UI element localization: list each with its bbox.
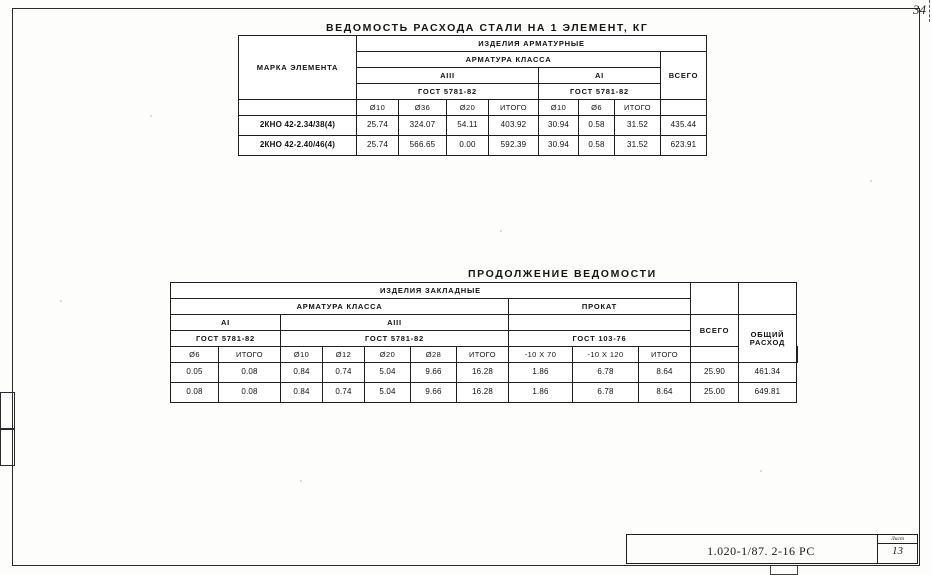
header-group-reinforcement: ИЗДЕЛИЯ АРМАТУРНЫЕ [357,36,707,52]
cell-a3-d20: 54.11 [447,116,489,136]
header-itogo-prokat: ИТОГО [639,347,691,363]
frame-left-notch-lower [0,428,15,466]
cell-a3-total: 592.39 [489,136,539,156]
cell-a3-d20: 0.00 [447,136,489,156]
header-d10: Ø10 [357,100,399,116]
main-table-title: ВЕДОМОСТЬ РАСХОДА СТАЛИ НА 1 ЭЛЕМЕНТ, КГ [326,22,649,34]
header-class-a3: АIII [357,68,539,84]
scan-speck [760,470,762,472]
cell-a3-d10: 0.84 [281,363,323,383]
cell-a3-d36: 566.65 [399,136,447,156]
header-vsego-spacer [691,347,739,363]
header-d28: Ø28 [411,347,457,363]
cell-a3-d36: 324.07 [399,116,447,136]
sheet-number-box [877,535,917,563]
header-plate-10x70: -10 X 70 [509,347,573,363]
table-row [239,100,707,116]
table-row [171,283,798,299]
cell-total: 623.91 [661,136,707,156]
header-vsego-top [691,283,739,315]
header-prokat-spacer [509,315,691,331]
steel-consumption-table [238,35,707,156]
cell-plate-10x70: 1.86 [509,363,573,383]
cell-a3-d10: 25.74 [357,116,399,136]
cell-a1-d6: 0.08 [171,383,219,403]
sheet-number-label: Лист [878,535,917,544]
header-gost-a3: ГОСТ 5781-82 [357,84,539,100]
table-row [239,136,707,156]
header-class-row: АРМАТУРА КЛАССА [357,52,661,68]
document-code: 1.020-1/87. 2-16 РС [707,544,815,558]
table-row [171,347,798,363]
header-class-row: АРМАТУРА КЛАССА [171,299,509,315]
cell-a3-d20: 5.04 [365,383,411,403]
cell-a1-d10: 30.94 [539,136,579,156]
cell-a3-itogo: 16.28 [457,383,509,403]
header-itogo-a1: ИТОГО [615,100,661,116]
header-d6-a1: Ø6 [579,100,615,116]
cell-plate-10x120: 6.78 [573,383,639,403]
header-itogo-a3: ИТОГО [489,100,539,116]
cell-a3-d12: 0.74 [323,363,365,383]
header-d6: Ø6 [171,347,219,363]
cell-a1-itogo: 0.08 [219,363,281,383]
header-class-a1: АI [171,315,281,331]
stamp-bottom-tick [770,566,798,575]
header-vsego: ВСЕГО [691,315,739,347]
table-row [171,383,798,403]
cell-prokat-itogo: 8.64 [639,383,691,403]
embedded-parts-table [170,282,798,403]
sheet-number-value: 13 [892,545,903,557]
cell-prokat-itogo: 8.64 [639,363,691,383]
sheet-corner-number: 34 [913,2,926,17]
cell-a3-d10: 0.84 [281,383,323,403]
cell-a3-total: 403.92 [489,116,539,136]
header-obshiy-spacer [797,347,798,363]
header-class-a1: АI [539,68,661,84]
cell-vsego: 25.90 [691,363,739,383]
header-plate-10x120: -10 X 120 [573,347,639,363]
scan-speck [150,115,152,117]
header-d36: Ø36 [399,100,447,116]
frame-left-notch-upper [0,392,15,430]
scan-speck [60,300,62,302]
cell-a3-d12: 0.74 [323,383,365,403]
header-d10-a1: Ø10 [539,100,579,116]
header-d12: Ø12 [323,347,365,363]
cell-a3-d28: 9.66 [411,383,457,403]
cell-a3-d10: 25.74 [357,136,399,156]
corner-fold-line [929,0,930,22]
header-gost-a3: ГОСТ 5781-82 [281,331,509,347]
header-gost-a1: ГОСТ 5781-82 [539,84,661,100]
header-d20: Ø20 [365,347,411,363]
header-gost-prokat: ГОСТ 103-76 [509,331,691,347]
cell-a1-d6: 0.58 [579,136,615,156]
cell-a1-d6: 0.05 [171,363,219,383]
cell-a1-d10: 30.94 [539,116,579,136]
cell-mark: 2КНО 42-2.40/46(4) [239,136,357,156]
cell-vsego: 25.00 [691,383,739,403]
header-spacer [239,100,357,116]
header-prokat: ПРОКАТ [509,299,691,315]
header-itogo-a1: ИТОГО [219,347,281,363]
header-d10: Ø10 [281,347,323,363]
header-obshiy-top [739,283,797,315]
cell-plate-10x120: 6.78 [573,363,639,383]
cont-table-title: ПРОДОЛЖЕНИЕ ВЕДОМОСТИ [468,268,657,280]
header-mark: МАРКА ЭЛЕМЕНТА [239,36,357,100]
header-group-embedded: ИЗДЕЛИЯ ЗАКЛАДНЫЕ [171,283,691,299]
cell-a3-d28: 9.66 [411,363,457,383]
cell-obshiy: 461.34 [739,363,797,383]
cell-a1-d6: 0.58 [579,116,615,136]
cell-plate-10x70: 1.86 [509,383,573,403]
table-row [239,36,707,52]
header-total-all: ВСЕГО [661,52,707,100]
header-total-spacer [661,100,707,116]
cell-obshiy: 649.81 [739,383,797,403]
table-row [171,363,798,383]
header-d20: Ø20 [447,100,489,116]
scan-speck [500,230,502,232]
cell-a3-d20: 5.04 [365,363,411,383]
cell-mark: 2КНО 42-2.34/38(4) [239,116,357,136]
header-obshiy: ОБЩИЙ РАСХОД [739,315,797,363]
scan-speck [870,180,872,182]
header-gost-a1: ГОСТ 5781-82 [171,331,281,347]
table-row [239,116,707,136]
cell-a1-itogo: 0.08 [219,383,281,403]
header-itogo-a3: ИТОГО [457,347,509,363]
header-class-a3: АIII [281,315,509,331]
cell-a3-itogo: 16.28 [457,363,509,383]
cell-total: 435.44 [661,116,707,136]
table-row [171,315,798,331]
cell-a1-total: 31.52 [615,116,661,136]
cell-a1-total: 31.52 [615,136,661,156]
scan-speck [300,480,302,482]
title-block-stamp [626,534,918,564]
